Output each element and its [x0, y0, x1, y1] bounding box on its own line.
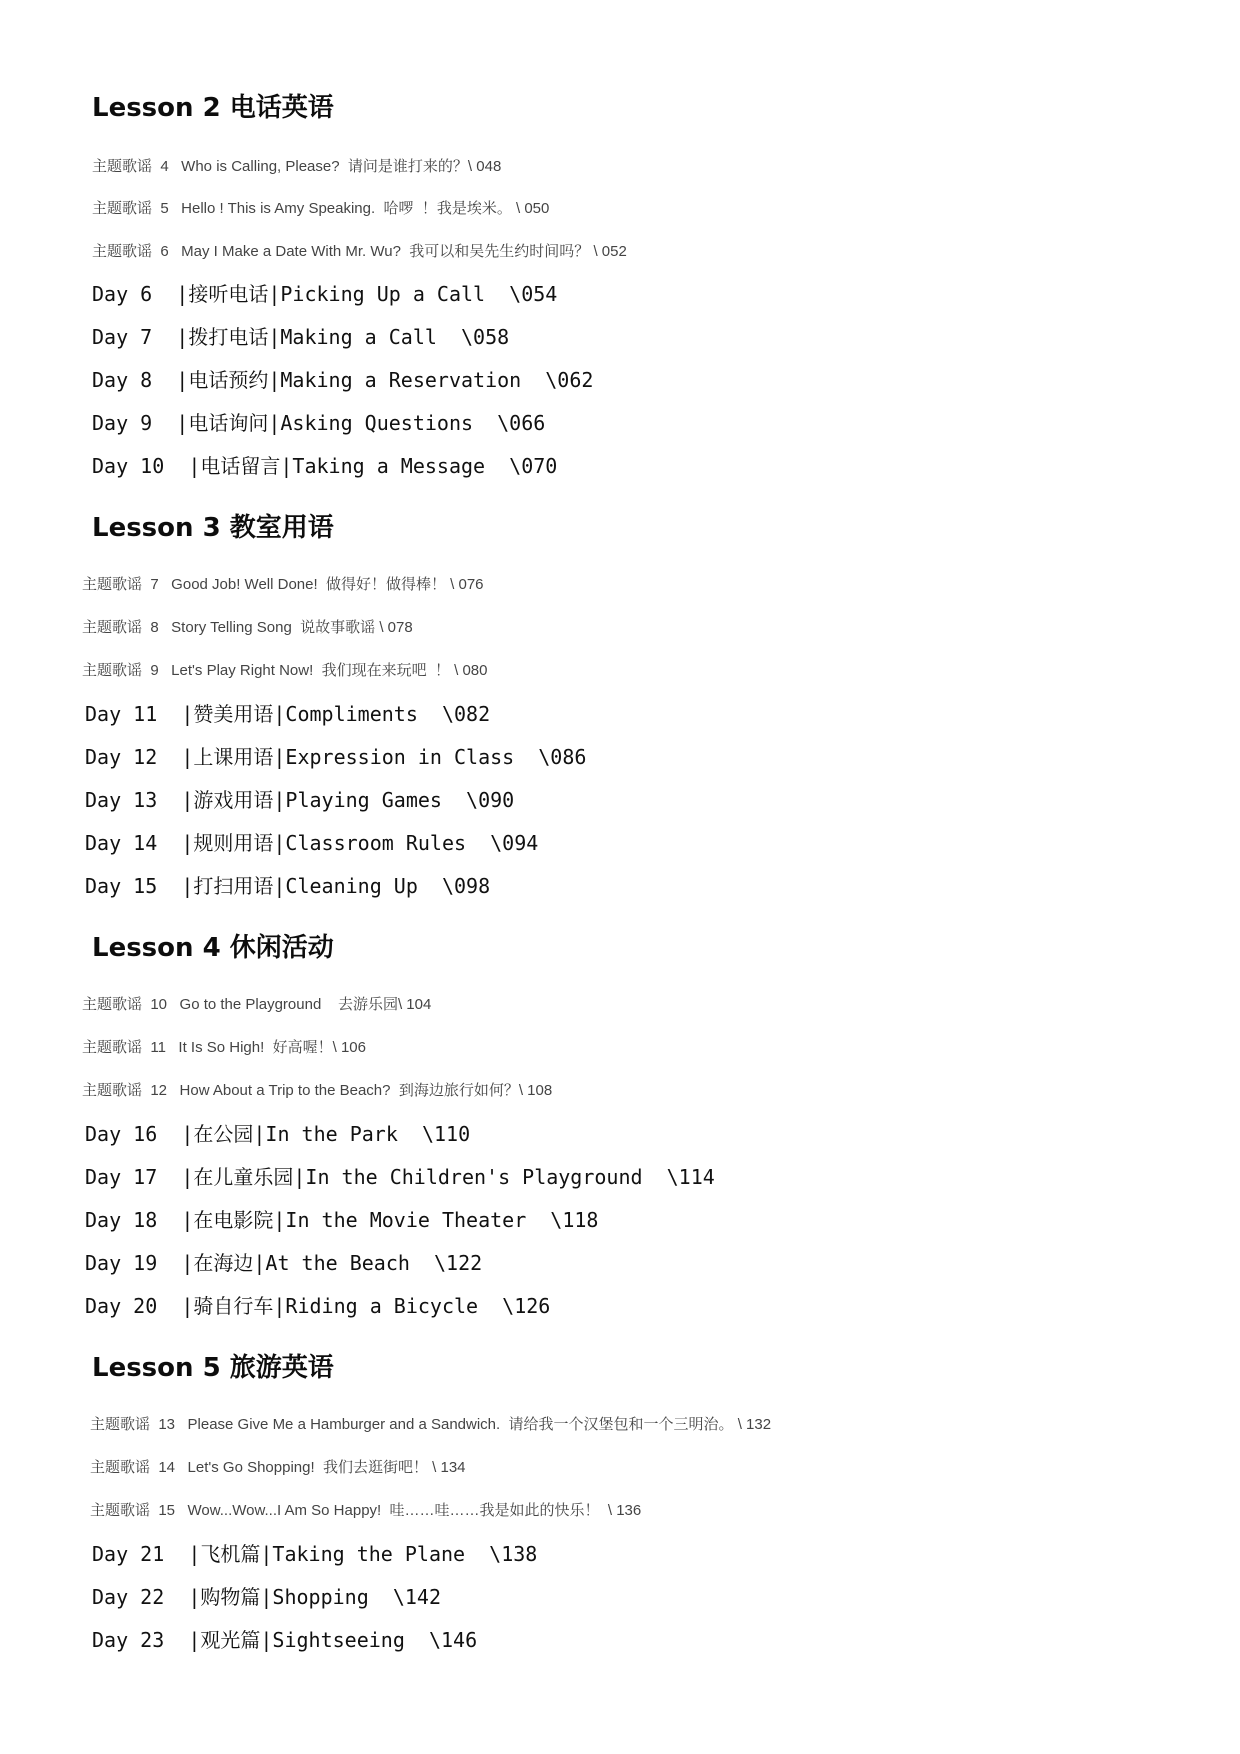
day-entry: Day 7 |拨打电话|Making a Call \058 [92, 325, 510, 349]
lesson-2-heading: Lesson 2 电话英语 [92, 93, 334, 123]
song-entry: 主题歌谣 12 How About a Trip to the Beach? 到海边旅行如何？\ 108 [82, 1082, 553, 1099]
day-entry: Day 21 |飞机篇|Taking the Plane \138 [92, 1542, 538, 1566]
day-entry: Day 14 |规则用语|Classroom Rules \094 [85, 831, 539, 855]
day-entry: Day 18 |在电影院|In the Movie Theater \118 [85, 1208, 599, 1232]
day-entry: Day 11 |赞美用语|Compliments \082 [85, 702, 491, 726]
lesson-3-heading: Lesson 3 教室用语 [92, 513, 334, 543]
song-entry: 主题歌谣 14 Let's Go Shopping! 我们去逛街吧！ \ 134 [90, 1459, 466, 1476]
day-entry: Day 23 |观光篇|Sightseeing \146 [92, 1628, 478, 1652]
song-entry: 主题歌谣 6 May I Make a Date With Mr. Wu? 我可以和吴先生约时间吗？ \ 052 [92, 243, 627, 260]
day-entry: Day 16 |在公园|In the Park \110 [85, 1122, 471, 1146]
day-entry: Day 19 |在海边|At the Beach \122 [85, 1251, 483, 1275]
song-entry: 主题歌谣 8 Story Telling Song 说故事歌谣 \ 078 [82, 619, 413, 636]
day-entry: Day 17 |在儿童乐园|In the Children's Playground \114 [85, 1165, 715, 1189]
day-entry: Day 8 |电话预约|Making a Reservation \062 [92, 368, 594, 392]
lesson-5-heading: Lesson 5 旅游英语 [92, 1353, 334, 1383]
day-entry: Day 9 |电话询问|Asking Questions \066 [92, 411, 546, 435]
day-entry: Day 13 |游戏用语|Playing Games \090 [85, 788, 515, 812]
day-entry: Day 6 |接听电话|Picking Up a Call \054 [92, 282, 558, 306]
song-entry: 主题歌谣 9 Let's Play Right Now! 我们现在来玩吧 ！ \ 080 [82, 662, 488, 679]
lesson-4-heading: Lesson 4 休闲活动 [92, 933, 334, 963]
song-entry: 主题歌谣 5 Hello ! This is Amy Speaking. 哈啰 ！我是埃米。 \ 050 [92, 200, 550, 217]
day-entry: Day 10 |电话留言|Taking a Message \070 [92, 454, 558, 478]
song-entry: 主题歌谣 11 It Is So High! 好高喔！\ 106 [82, 1039, 366, 1056]
day-entry: Day 15 |打扫用语|Cleaning Up \098 [85, 874, 491, 898]
song-entry: 主题歌谣 7 Good Job! Well Done! 做得好！做得棒！ \ 076 [82, 576, 484, 593]
day-entry: Day 12 |上课用语|Expression in Class \086 [85, 745, 587, 769]
song-entry: 主题歌谣 13 Please Give Me a Hamburger and a Sandwich. 请给我一个汉堡包和一个三明治。 \ 132 [90, 1416, 772, 1433]
day-entry: Day 22 |购物篇|Shopping \142 [92, 1585, 441, 1609]
song-entry: 主题歌谣 4 Who is Calling, Please? 请问是谁打来的？\ 048 [92, 158, 502, 175]
day-entry: Day 20 |骑自行车|Riding a Bicycle \126 [85, 1294, 551, 1318]
song-entry: 主题歌谣 15 Wow...Wow...I Am So Happy! 哇……哇……我是如此的快乐！ \ 136 [90, 1502, 642, 1519]
song-entry: 主题歌谣 10 Go to the Playground 去游乐园\ 104 [82, 996, 432, 1013]
